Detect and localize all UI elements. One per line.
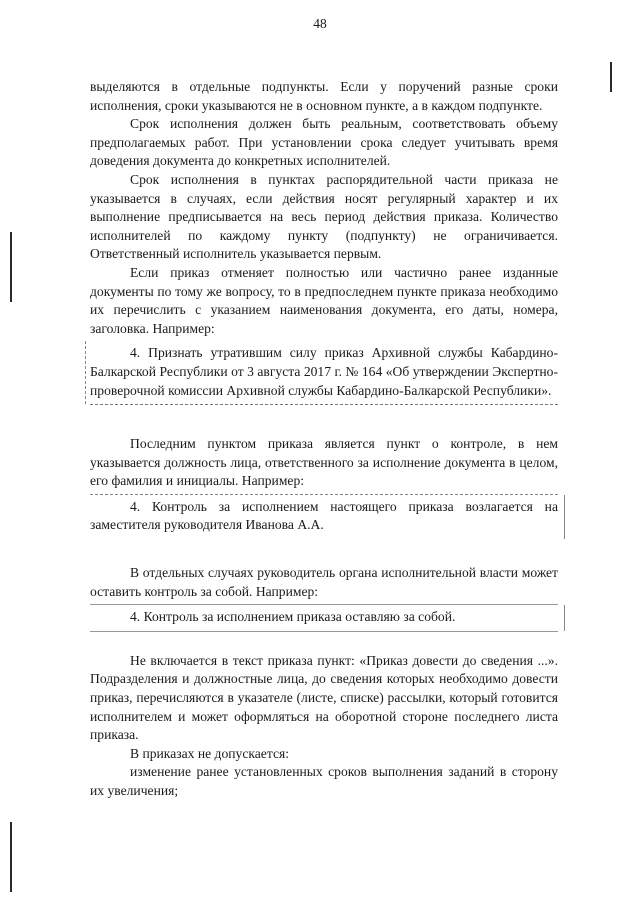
paragraph-control: Последним пунктом приказа является пункт о контроле, в нем указывается должность лица, ответственного за исполнение документа в целом, его фамилия и инициалы. Например: xyxy=(90,436,558,489)
example-box-control xyxy=(90,494,558,539)
example-box-self-control xyxy=(90,604,558,632)
paragraph-cancel-documents: Если приказ отменяет полностью или частично ранее изданные документы по тому же вопросу, то в предпоследнем пункте приказа необходимо их перечислить с указанием наименования документа, его даты, номера, заголовка. Например: xyxy=(90,264,558,336)
example-box-cancel xyxy=(90,341,558,405)
paragraph-deadline-realistic: Срок исполнения должен быть реальным, соответствовать объему предполагаемых работ. При установлении срока следует учитывать время доведения документа до конкретных исполнителей. xyxy=(90,116,558,169)
paragraph-self-control: В отдельных случаях руководитель органа исполнительной власти может оставить контроль за собой. Например: xyxy=(90,565,558,599)
margin-mark xyxy=(610,62,612,92)
paragraph-continuation: выделяются в отдельные подпункты. Если у поручений разные сроки исполнения, сроки указываются не в основном пункте, а в каждом подпункте. xyxy=(90,79,558,113)
not-allowed-item: изменение ранее установленных сроков выполнения заданий в сторону их увеличения; xyxy=(90,764,558,798)
document-body xyxy=(90,78,558,801)
example-self-control-text: 4. Контроль за исполнением приказа оставляю за собой. xyxy=(130,609,456,625)
not-allowed-heading: В приказах не допускается: xyxy=(130,745,290,761)
example-cancel-text: 4. Признать утратившим силу приказ Архивной службы Кабардино-Балкарской Республики от 3 августа 2017 г. № 164 «Об утверждении Экспертно-проверочной комиссии Архивной службы Кабардино-Балкарской Республики». xyxy=(90,345,558,398)
example-control-text: 4. Контроль за исполнением настоящего приказа возлагается на заместителя руководителя Иванова А.А. xyxy=(90,498,558,533)
paragraph-deadline-not-specified: Срок исполнения в пунктах распорядительной части приказа не указывается в случаях, если действия носят регулярный характер и их выполнение предписывается на весь период действия приказа. Количество исполнителей по каждому пункту (подпункту) не ограничивается. Ответственный исполнитель указывается первым. xyxy=(90,171,558,262)
margin-mark xyxy=(10,232,12,302)
paragraph-not-included: Не включается в текст приказа пункт: «Приказ довести до сведения ...». Подразделения и должностные лица, до сведения которых необходимо довести приказ, перечисляются в указателе (листе, списке) рассылки, который готовится исполнителем и может оформляться на оборотной стороне последнего листа приказа. xyxy=(90,652,558,743)
margin-mark xyxy=(10,822,12,892)
page-number: 48 xyxy=(313,16,327,31)
